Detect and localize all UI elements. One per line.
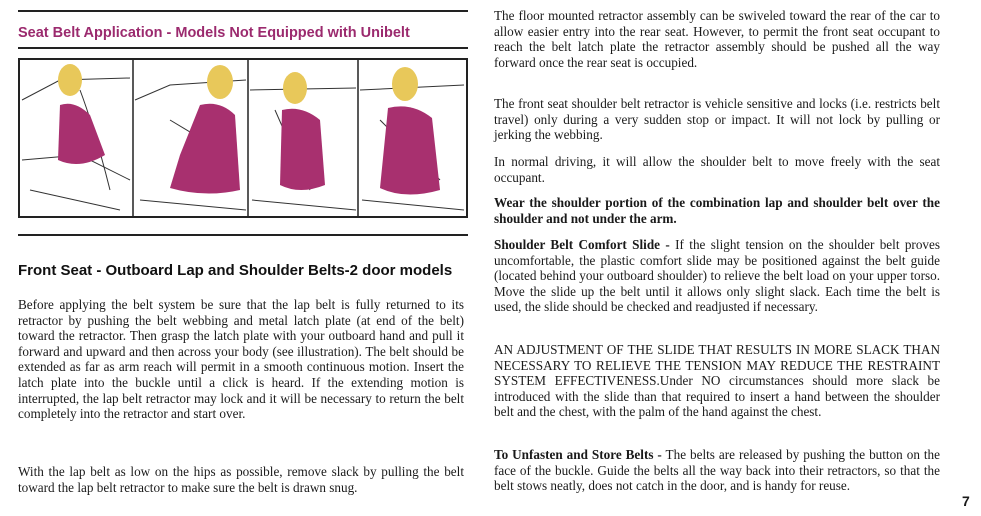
paragraph-adjustment-warning: AN ADJUSTMENT OF THE SLIDE THAT RESULTS IN MORE SLACK THAN NECESSARY TO RELIEVE THE TENSION MAY REDUCE THE RESTRAINT SYSTEM EFFECTIVENESS.Under NO circumstances should more slack be introduced with the slide than that required to insert a hand between the shoulder belt and the chest, with the palm of the hand against the chest. [494,342,940,420]
panel-3-dress [280,109,325,190]
paragraph-before-applying: Before applying the belt system be sure that the lap belt is fully returned to its retractor by pushing the belt webbing and metal latch plate (at end of the belt) toward the retractor. Then grasp the latch plate with your outboard hand and pull it forward and upward and then across your body (see illustration). The belt should be extended as far as arm reach will permit in a smooth continuous motion. Insert the latch plate into the buckle until a click is heard. If the extending motion is interrupted, the lap belt retractor may lock and it will be necessary to return the belt completely into the retractor and start over. [18,297,464,422]
illustration-drawing [20,60,466,216]
panel-4-hair [392,67,418,101]
panel-2-hair [207,65,233,99]
paragraph-unfasten-store [494,447,940,494]
section-divider-rule [18,234,468,236]
panel-2-dress [170,104,240,194]
paragraph-wear-shoulder: Wear the shoulder portion of the combination lap and shoulder belt over the shoulder and not under the arm. [494,195,940,226]
section-title-front-seat: Front Seat - Outboard Lap and Shoulder Belts-2 door models [18,262,453,279]
comfort-slide-label: Shoulder Belt Comfort Slide - [494,237,670,252]
panel-1-hair [58,64,82,96]
paragraph-lap-belt-low: With the lap belt as low on the hips as possible, remove slack by pulling the belt toward the lap belt retractor to make sure the belt is drawn snug. [18,464,464,495]
panel-3-hair [283,72,307,104]
title-underline-rule [18,47,468,49]
comfort-slide-text: If the slight tension on the shoulder belt proves uncomfortable, the plastic comfort slide may be positioned against the belt guide (located behind your outboard shoulder) to relieve the belt load on your upper torso. Move the slide up the belt until it allows only slight slack. Each time the belt is used, the slide should be checked and readjusted if necessary. [494,237,940,315]
unfasten-text: The belts are released by pushing the button on the face of the buckle. Guide the belts all the way back into their retractors, so that the belt stows neatly, does not catch in the door, and is handy for reuse. [494,447,940,494]
page-number: 7 [962,493,970,509]
panel-1-dress [58,104,105,164]
seat-belt-illustration [18,58,468,218]
paragraph-floor-retractor: The floor mounted retractor assembly can be swiveled toward the rear of the car to allow easier entry into the rear seat. However, to permit the front seat occupant to reach the belt latch plate the retractor assembly should be pushed all the way forward once the rear seat is occupied. [494,8,940,70]
unfasten-label: To Unfasten and Store Belts - [494,447,662,462]
section-title-seat-belt-application: Seat Belt Application - Models Not Equipped with Unibelt [18,25,410,41]
paragraph-comfort-slide [494,237,940,315]
top-rule [18,10,468,12]
paragraph-normal-driving: In normal driving, it will allow the shoulder belt to move freely with the seat occupant. [494,154,940,185]
paragraph-front-seat-retractor: The front seat shoulder belt retractor is vehicle sensitive and locks (i.e. restricts belt travel) only during a very sudden stop or impact. It will not lock by pulling or jerking the webbing. [494,96,940,143]
panel-4-dress [380,106,440,194]
panel-dividers [133,60,358,216]
